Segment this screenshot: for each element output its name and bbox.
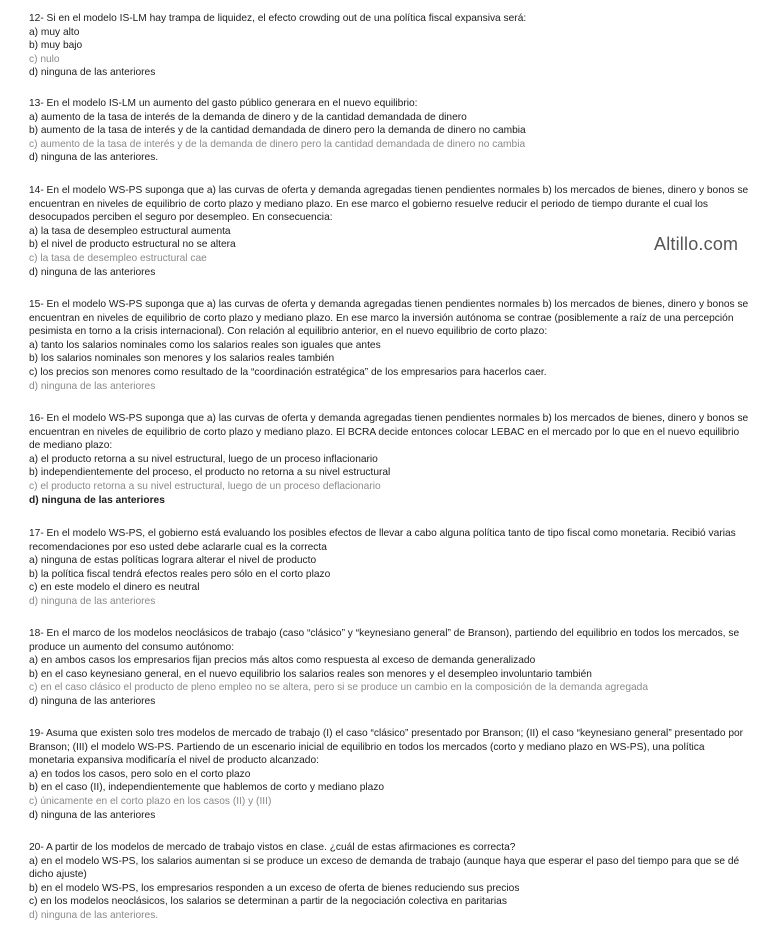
- option-d: d) ninguna de las anteriores: [29, 494, 165, 506]
- question-stem: 19- Asuma que existen solo tres modelos de mercado de trabajo (I) el caso “clásico” presentado por Branson; (II) el caso “keynesiano general” presentado por Branson; (III) el modelo WS-PS. Partiendo de un escenario inicial de equilibrio en todos los mercados (corto y mediano plazo en WS-PS), una política monetaria expansiva modificaría el nivel de producto alcanzado:: [29, 728, 744, 767]
- option-c: c) únicamente en el corto plazo en los casos (II) y (III): [29, 795, 272, 807]
- question-19: [29, 727, 749, 822]
- option-d: d) ninguna de las anteriores: [29, 266, 156, 278]
- option-b: b) en el modelo WS-PS, los empresarios responden a un exceso de oferta de bienes reduciendo sus precios: [29, 882, 520, 894]
- option-a: a) el producto retorna a su nivel estructural, luego de un proceso inflacionario: [29, 453, 378, 465]
- option-d: d) ninguna de las anteriores.: [29, 152, 159, 164]
- option-b: b) en el caso keynesiano general, en el nuevo equilibrio los salarios reales son menores y el desempleo involuntario también: [29, 668, 592, 680]
- option-d: d) ninguna de las anteriores: [29, 67, 156, 79]
- option-a: a) muy alto: [29, 26, 80, 38]
- option-c: c) nulo: [29, 53, 60, 65]
- option-b: b) muy bajo: [29, 40, 83, 52]
- option-a: a) aumento de la tasa de interés de la demanda de dinero y de la cantidad demandada de dinero: [29, 111, 467, 123]
- question-14: [29, 184, 749, 279]
- option-a: a) ninguna de estas políticas lograra alterar el nivel de producto: [29, 555, 317, 567]
- question-stem: 13- En el modelo IS-LM un aumento del gasto público generara en el nuevo equilibrio:: [29, 98, 418, 109]
- option-a: a) en ambos casos los empresarios fijan precios más altos como respuesta al exceso de demanda generalizado: [29, 655, 536, 667]
- question-stem: 15- En el modelo WS-PS suponga que a) las curvas de oferta y demanda agregadas tienen pendientes normales b) los mercados de bienes, dinero y bonos se encuentran en niveles de equilibrio de corto plazo y mediano plazo. En ese marco la inversión autónoma se contrae (posiblemente a raíz de una percepción pesimista en torno a la crisis internacional). Con relación al equilibrio anterior, en el nuevo equilibrio de corto plazo:: [29, 299, 749, 338]
- question-15: [29, 298, 749, 393]
- option-c: c) en este modelo el dinero es neutral: [29, 582, 200, 594]
- option-c: c) el producto retorna a su nivel estructural, luego de un proceso deflacionario: [29, 480, 381, 492]
- option-b: b) la política fiscal tendrá efectos reales pero sólo en el corto plazo: [29, 568, 331, 580]
- option-c: c) la tasa de desempleo estructural cae: [29, 252, 207, 264]
- option-d: d) ninguna de las anteriores: [29, 695, 156, 707]
- watermark: Altillo.com: [654, 234, 739, 254]
- option-c: c) los precios son menores como resultado de la “coordinación estratégica” de los empresarios para hacerlos caer.: [29, 366, 547, 378]
- option-a: a) tanto los salarios nominales como los salarios reales son iguales que antes: [29, 339, 381, 351]
- option-a: a) en todos los casos, pero solo en el corto plazo: [29, 768, 251, 780]
- question-18: [29, 627, 749, 709]
- option-d: d) ninguna de las anteriores: [29, 595, 156, 607]
- option-c: c) en los modelos neoclásicos, los salarios se determinan a partir de la negociación colectiva en paritarias: [29, 896, 507, 908]
- question-13: [29, 97, 749, 165]
- question-stem: 18- En el marco de los modelos neoclásicos de trabajo (caso “clásico” y “keynesiano general” de Branson), partiendo del equilibrio en todos los mercados, se produce un aumento del consumo autónomo:: [29, 628, 740, 653]
- question-stem: 17- En el modelo WS-PS, el gobierno está evaluando los posibles efectos de llevar a cabo alguna política tanto de tipo fiscal como monetaria. Recibió varias recomendaciones por eso usted debe aclararle cual es la correcta: [29, 528, 736, 553]
- question-stem: 16- En el modelo WS-PS suponga que a) las curvas de oferta y demanda agregadas tienen pendientes normales b) los mercados de bienes, dinero y bonos se encuentran en niveles de equilibrio de corto plazo y mediano plazo. El BCRA decide entonces colocar LEBAC en el mercado por lo que en el nuevo equilibrio de mediano plazo:: [29, 413, 749, 452]
- option-d: d) ninguna de las anteriores.: [29, 909, 159, 921]
- question-stem: 14- En el modelo WS-PS suponga que a) las curvas de oferta y demanda agregadas tienen pendientes normales b) los mercados de bienes, dinero y bonos se encuentran en niveles de equilibrio de corto plazo y mediano plazo. En ese marco el gobierno resuelve reducir el periodo de tiempo durante el cual los desocupados perciben el seguro por desempleo. En consecuencia:: [29, 185, 749, 224]
- option-b: b) aumento de la tasa de interés y de la cantidad demandada de dinero pero la demanda de dinero no cambia: [29, 125, 526, 137]
- question-stem: 12- Si en el modelo IS-LM hay trampa de liquidez, el efecto crowding out de una política fiscal expansiva será:: [29, 13, 527, 24]
- option-d: d) ninguna de las anteriores: [29, 380, 156, 392]
- option-b: b) los salarios nominales son menores y los salarios reales también: [29, 353, 335, 365]
- option-a: a) en el modelo WS-PS, los salarios aumentan si se produce un exceso de demanda de trabajo (aunque haya que esperar el paso del tiempo para que se dé dicho ajuste): [29, 855, 740, 881]
- option-b: b) independientemente del proceso, el producto no retorna a su nivel estructural: [29, 467, 391, 479]
- question-stem: 20- A partir de los modelos de mercado de trabajo vistos en clase. ¿cuál de estas afirmaciones es correcta?: [29, 842, 516, 853]
- question-20: [29, 841, 749, 923]
- option-a: a) la tasa de desempleo estructural aumenta: [29, 225, 231, 237]
- option-b: b) en el caso (II), independientemente que hablemos de corto y mediano plazo: [29, 782, 385, 794]
- option-c: c) en el caso clásico el producto de pleno empleo no se altera, pero si se produce un cambio en la composición de la demanda agregada: [29, 682, 648, 694]
- option-c: c) aumento de la tasa de interés y de la demanda de dinero pero la cantidad demandada de dinero no cambia: [29, 138, 526, 150]
- question-16: [29, 412, 749, 507]
- question-17: [29, 527, 749, 609]
- option-b: b) el nivel de producto estructural no se altera: [29, 239, 236, 251]
- question-12: [29, 12, 749, 80]
- option-d: d) ninguna de las anteriores: [29, 809, 156, 821]
